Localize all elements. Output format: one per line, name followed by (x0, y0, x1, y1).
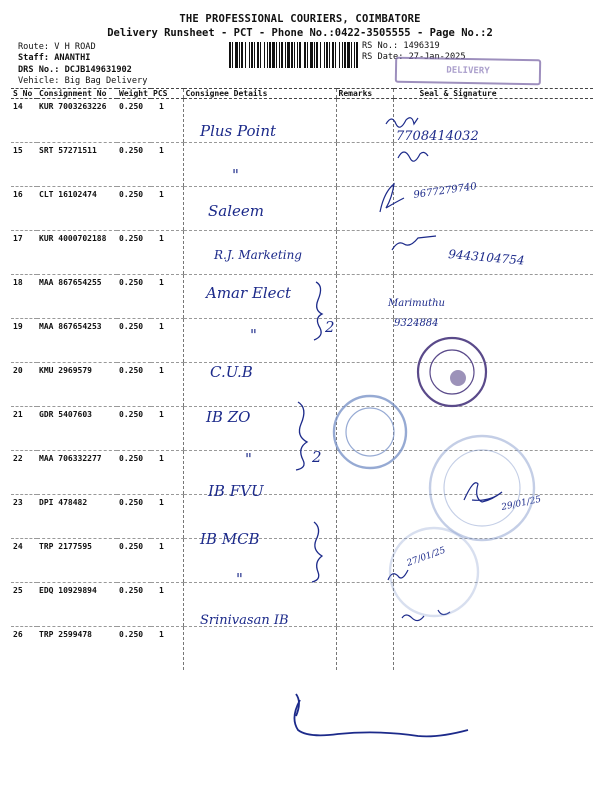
cell-weight: 0.250 (119, 630, 144, 639)
barcode-bar (326, 42, 328, 68)
page-subtitle: Delivery Runsheet - PCT - Phone No.:0422-3505555 - Page No.:2 (107, 27, 493, 39)
cell-consignee (183, 319, 336, 363)
cell-sno: 19 (11, 319, 37, 363)
cell-sno: 22 (11, 451, 37, 495)
table-row (11, 319, 593, 363)
barcode (229, 42, 357, 68)
cell-consignee (183, 363, 336, 407)
table-row (11, 627, 593, 671)
cell-consignment: SRT 57271511 (37, 143, 117, 187)
cell-seal (393, 319, 593, 363)
cell-pcs: 1 (151, 583, 183, 627)
cell-weight: 0.250 (117, 143, 151, 187)
cell-consignment: MAA 706332277 (37, 451, 117, 495)
cell-pcs: 1 (151, 539, 183, 583)
cell-sno: 20 (11, 363, 37, 407)
cell-remarks (336, 99, 393, 143)
cell-weight: 0.250 (117, 583, 151, 627)
cell-seal (393, 451, 593, 495)
route-value: V H ROAD (54, 42, 96, 52)
cell-pcs: 1 (151, 407, 183, 451)
vehicle-line (18, 76, 147, 86)
cell-remarks (336, 495, 393, 539)
table-row (11, 539, 593, 583)
table-header-row (11, 89, 593, 99)
cell-sno: 24 (11, 539, 37, 583)
cell-consignee (183, 275, 336, 319)
vehicle-label: Vehicle: (18, 76, 60, 86)
barcode-bar (264, 42, 265, 68)
barcode-bar (356, 42, 358, 68)
footer-signature-stroke (296, 694, 299, 716)
cell-remarks (336, 319, 393, 363)
drs-line (18, 65, 132, 75)
hw-r17: R.J. Marketing (214, 248, 302, 262)
cell-sno: 16 (11, 187, 37, 231)
cell-consignee (183, 627, 336, 671)
cell-sno: 18 (11, 275, 37, 319)
route-line (18, 42, 96, 52)
cell-sno: 23 (11, 495, 37, 539)
table-row (11, 363, 593, 407)
cell-seal (393, 539, 593, 583)
cell-consignment: GDR 5407603 (37, 407, 117, 451)
hw-r18: Amar Elect (206, 284, 291, 302)
hw-bracket-2a: 2 (325, 318, 335, 336)
cell-seal (393, 495, 593, 539)
cell-consignee (183, 187, 336, 231)
cell-seal (393, 275, 593, 319)
cell-consignment: DPI 478482 (37, 495, 117, 539)
cell-pcs: 1 (151, 231, 183, 275)
sig-r16-phone: 9677279740 (412, 181, 478, 201)
barcode-bar (232, 42, 233, 68)
barcode-bar (324, 42, 325, 68)
col-pcs: PCS (151, 89, 183, 99)
barcode-bar (291, 42, 293, 68)
vehicle-value: Big Bag Delivery (64, 76, 148, 86)
barcode-bar (329, 42, 330, 68)
cell-consignee (183, 539, 336, 583)
barcode-bar (251, 42, 253, 68)
barcode-bar (267, 42, 268, 68)
hw-bracket-2b: 2 (312, 448, 322, 466)
barcode-bar (260, 42, 261, 68)
cell-pcs: 1 (151, 187, 183, 231)
cell-consignment: MAA 867654255 (37, 275, 117, 319)
barcode-bar (269, 42, 271, 68)
cell-consignment: TRP 2599478 (39, 630, 92, 639)
cell-consignee (183, 99, 336, 143)
cell-sno: 14 (11, 99, 37, 143)
barcode-bar (272, 42, 275, 68)
cell-sno: 17 (11, 231, 37, 275)
sig-r25-date: 27/01/25 (405, 545, 448, 569)
barcode-bar (294, 42, 295, 68)
cell-remarks (336, 539, 393, 583)
barcode-bar (279, 42, 280, 68)
hw-r23: IB FVU (208, 482, 264, 500)
table-row (11, 275, 593, 319)
cell-weight: 0.250 (117, 539, 151, 583)
cell-consignment: KUR 4000702188 (37, 231, 117, 275)
runsheet-table (11, 88, 593, 670)
barcode-bar (320, 42, 321, 68)
cell-sno: 21 (11, 407, 37, 451)
cell-weight: 0.250 (117, 363, 151, 407)
cell-remarks (336, 187, 393, 231)
cell-seal (393, 407, 593, 451)
barcode-bar (332, 42, 334, 68)
sig-r23-date: 29/01/25 (500, 494, 543, 513)
hw-r26: Srinivasan IB (200, 613, 289, 628)
barcode-bar (299, 42, 301, 68)
cell-consignment: CLT 16102474 (37, 187, 117, 231)
barcode-bar (276, 42, 277, 68)
hw-r25: " (236, 570, 243, 588)
hw-r16: Saleem (208, 202, 264, 220)
col-weight: Weight (117, 89, 151, 99)
delivery-stamp (395, 57, 541, 86)
col-remarks: Remarks (336, 89, 393, 99)
cell-consignment: EDQ 10929894 (37, 583, 117, 627)
cell-weight: 0.250 (117, 187, 151, 231)
cell-consignment: TRP 2177595 (37, 539, 117, 583)
barcode-bar (310, 42, 313, 68)
barcode-bar (344, 42, 346, 68)
barcode-bar (245, 42, 246, 68)
hw-r21: IB ZO (206, 408, 251, 426)
drs-value: DCJB149631902 (64, 65, 132, 75)
barcode-bar (249, 42, 250, 68)
col-seal: Seal & Signature (393, 89, 593, 99)
barcode-bar (351, 42, 352, 68)
cell-weight: 0.250 (117, 319, 151, 363)
barcode-bar (254, 42, 255, 68)
cell-remarks (336, 231, 393, 275)
cell-consignment: MAA 867654253 (37, 319, 117, 363)
barcode-bar (241, 42, 243, 68)
hw-r22: " (245, 450, 252, 468)
barcode-bar (239, 42, 240, 68)
table-row (11, 231, 593, 275)
barcode-bar (339, 42, 340, 68)
barcode-bar (304, 42, 306, 68)
cell-consignee (183, 495, 336, 539)
barcode-bar (281, 42, 283, 68)
cell-weight: 0.250 (117, 275, 151, 319)
barcode-bar (229, 42, 231, 68)
barcode-bar (285, 42, 286, 68)
barcode-bar (347, 42, 350, 68)
cell-remarks (336, 407, 393, 451)
cell-weight: 0.250 (117, 99, 151, 143)
cell-pcs: 1 (151, 143, 183, 187)
cell-consignee (183, 583, 336, 627)
cell-consignment: KMU 2969579 (37, 363, 117, 407)
cell-sno: 26 (13, 630, 23, 639)
barcode-bar (297, 42, 298, 68)
barcode-bar (335, 42, 336, 68)
cell-remarks (336, 363, 393, 407)
cell-pcs: 1 (151, 99, 183, 143)
cell-remarks (336, 275, 393, 319)
cell-weight: 0.250 (117, 231, 151, 275)
cell-remarks (336, 583, 393, 627)
cell-weight: 0.250 (117, 495, 151, 539)
cell-consignment: KUR 7003263226 (37, 99, 117, 143)
sig-r17-phone: 9443104754 (447, 247, 526, 268)
cell-pcs: 1 (159, 630, 164, 639)
staff-value: ANANTHI (54, 53, 91, 63)
sig-r14-phone: 7708414032 (396, 129, 479, 144)
cell-pcs: 1 (151, 495, 183, 539)
cell-seal (393, 143, 593, 187)
barcode-bar (307, 42, 308, 68)
col-sno: S No (11, 89, 37, 99)
cell-weight: 0.250 (117, 451, 151, 495)
sig-r18-name: Marimuthu (388, 298, 446, 309)
cell-seal (393, 99, 593, 143)
hw-r19: " (250, 326, 257, 344)
staff-label: Staff: (18, 53, 50, 63)
cell-consignee (183, 231, 336, 275)
hw-r24: IB MCB (200, 530, 260, 548)
table-row (11, 495, 593, 539)
staff-line (18, 53, 90, 63)
barcode-bar (342, 42, 343, 68)
barcode-bar (316, 42, 318, 68)
table-row (11, 407, 593, 451)
rs-date-value: 27-Jan-2025 (408, 52, 466, 62)
drs-label: DRS No.: (18, 65, 60, 75)
hw-r14: Plus Point (200, 122, 277, 140)
cell-consignee (183, 451, 336, 495)
delivery-stamp-text: DELIVERY (446, 65, 490, 77)
table-row (11, 187, 593, 231)
cell-remarks (336, 143, 393, 187)
cell-seal (393, 187, 593, 231)
barcode-bar (354, 42, 355, 68)
cell-seal (393, 231, 593, 275)
cell-seal (393, 627, 593, 671)
cell-consignee (183, 143, 336, 187)
table-row (11, 583, 593, 627)
sig-r19-phone: 9324884 (394, 318, 439, 329)
hw-r20: C.U.B (210, 363, 253, 381)
route-label: Route: (18, 42, 50, 52)
cell-seal (393, 363, 593, 407)
cell-pcs: 1 (151, 319, 183, 363)
barcode-bar (314, 42, 315, 68)
cell-pcs: 1 (151, 363, 183, 407)
table-row (11, 451, 593, 495)
col-consignee: Consignee Details (183, 89, 336, 99)
cell-pcs: 1 (151, 451, 183, 495)
barcode-bar (235, 42, 238, 68)
cell-sno: 25 (11, 583, 37, 627)
barcode-bar (287, 42, 290, 68)
rs-no-label: RS No.: (362, 41, 399, 51)
cell-seal (393, 583, 593, 627)
rs-no-value: 1496319 (403, 41, 440, 51)
cell-remarks (336, 627, 393, 671)
table-row (11, 143, 593, 187)
col-consignment: Consignment No (37, 89, 117, 99)
barcode-bar (257, 42, 259, 68)
cell-consignee (183, 407, 336, 451)
table-row (11, 99, 593, 143)
rs-date-label: RS Date: (362, 52, 404, 62)
cell-pcs: 1 (151, 275, 183, 319)
cell-weight: 0.250 (117, 407, 151, 451)
rs-no-line (362, 41, 440, 51)
footer-signature (294, 700, 468, 736)
cell-remarks (336, 451, 393, 495)
cell-sno: 15 (11, 143, 37, 187)
page-title: THE PROFESSIONAL COURIERS, COIMBATORE (179, 13, 421, 25)
hw-r15: " (232, 166, 239, 184)
